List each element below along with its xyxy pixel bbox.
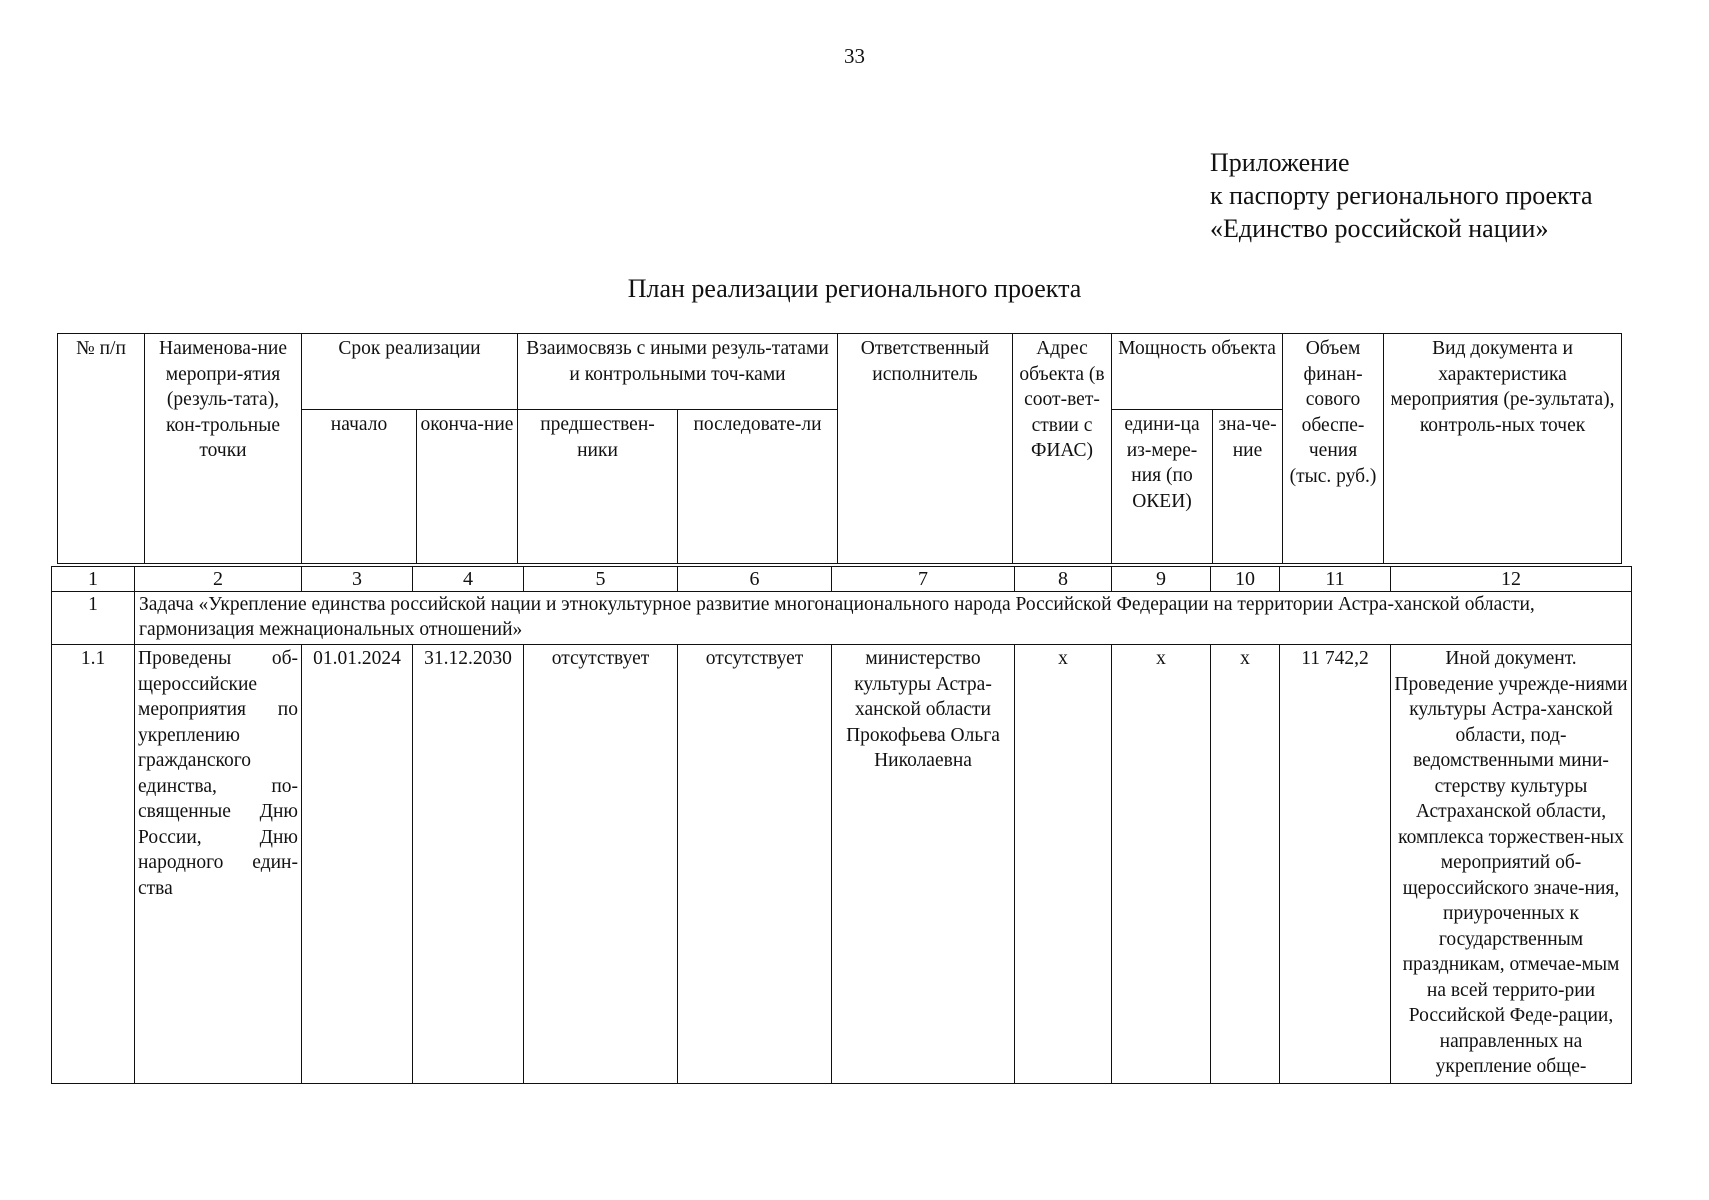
- header-capacity: Мощность объекта: [1112, 334, 1283, 410]
- header-number: № п/п: [58, 334, 145, 564]
- row-document: [1391, 645, 1632, 1084]
- row-number: 1.1: [52, 645, 135, 1084]
- header-financing: Объем финан-сового обеспе-чения (тыс. руб.): [1283, 334, 1384, 564]
- row-document-title: Иной документ.: [1445, 648, 1577, 669]
- row-financing: 11 742,2: [1280, 645, 1391, 1084]
- task-number: 1: [52, 592, 135, 645]
- row-start-date: 01.01.2024: [302, 645, 413, 1084]
- header-document: Вид документа и характеристика мероприятия (ре-зультата), контроль-ных точек: [1384, 334, 1622, 564]
- row-document-text: Проведение учрежде-ниями культуры Астра-ханской области, под-ведомственными мини-стерству культуры Астраханской области, комплекса торжествен-ных мероприятий об-щероссийского значе-ния, приуроченных к государственным праздникам, отмечае-мым на всей террито-рии Российской Феде-рации, направленных на укрепление обще-: [1394, 673, 1628, 1077]
- header-name: Наименова-ние меропри-ятия (резуль-тата), кон-трольные точки: [145, 334, 302, 564]
- header-table: [57, 333, 1622, 564]
- row-successors: отсутствует: [678, 645, 832, 1084]
- row-event-name: Проведены об-щероссийские мероприятия по укреплению гражданского единства, по-священные Дню России, Дню народного един-ства: [135, 645, 302, 1084]
- col-number-7: 7: [832, 567, 1015, 592]
- column-number-row: [52, 567, 1632, 592]
- col-number-10: 10: [1211, 567, 1280, 592]
- row-address: х: [1015, 645, 1112, 1084]
- table-row: [52, 645, 1632, 1084]
- plan-title: План реализации регионального проекта: [627, 274, 1082, 303]
- col-number-2: 2: [135, 567, 302, 592]
- row-predecessors: отсутствует: [524, 645, 678, 1084]
- header-unit: едини-ца из-мере-ния (по ОКЕИ): [1112, 410, 1213, 564]
- row-unit: х: [1112, 645, 1211, 1084]
- header-responsible: Ответственный исполнитель: [838, 334, 1013, 564]
- appendix-line-1: Приложение: [1210, 148, 1350, 177]
- header-start: начало: [302, 410, 417, 564]
- col-number-6: 6: [678, 567, 832, 592]
- col-number-5: 5: [524, 567, 678, 592]
- col-number-12: 12: [1391, 567, 1632, 592]
- header-end: оконча-ние: [417, 410, 518, 564]
- appendix-line-2: к паспорту регионального проекта: [1210, 181, 1593, 210]
- task-row: [52, 592, 1632, 645]
- col-number-8: 8: [1015, 567, 1112, 592]
- col-number-11: 11: [1280, 567, 1391, 592]
- appendix-line-3: «Единство российской нации»: [1210, 214, 1549, 243]
- header-links: Взаимосвязь с иными резуль-татами и контрольными точ-ками: [518, 334, 838, 410]
- header-address: Адрес объекта (в соот-вет-ствии с ФИАС): [1013, 334, 1112, 564]
- col-number-4: 4: [413, 567, 524, 592]
- row-value: х: [1211, 645, 1280, 1084]
- header-value: зна-че-ние: [1213, 410, 1283, 564]
- plan-table: [51, 566, 1632, 1084]
- row-responsible: министерство культуры Астра-ханской области Прокофьева Ольга Николаевна: [832, 645, 1015, 1084]
- col-number-3: 3: [302, 567, 413, 592]
- row-end-date: 31.12.2030: [413, 645, 524, 1084]
- task-text: Задача «Укрепление единства российской нации и этнокультурное развитие многонационального народа Российской Федерации на территории Астра-ханской области, гармонизация межнациональных отношений»: [135, 592, 1632, 645]
- header-period: Срок реализации: [302, 334, 518, 410]
- appendix-heading: [1210, 146, 1593, 245]
- header-predecessors: предшествен-ники: [518, 410, 678, 564]
- header-successors: последовате-ли: [678, 410, 838, 564]
- col-number-1: 1: [52, 567, 135, 592]
- page-number: 33: [844, 44, 865, 68]
- col-number-9: 9: [1112, 567, 1211, 592]
